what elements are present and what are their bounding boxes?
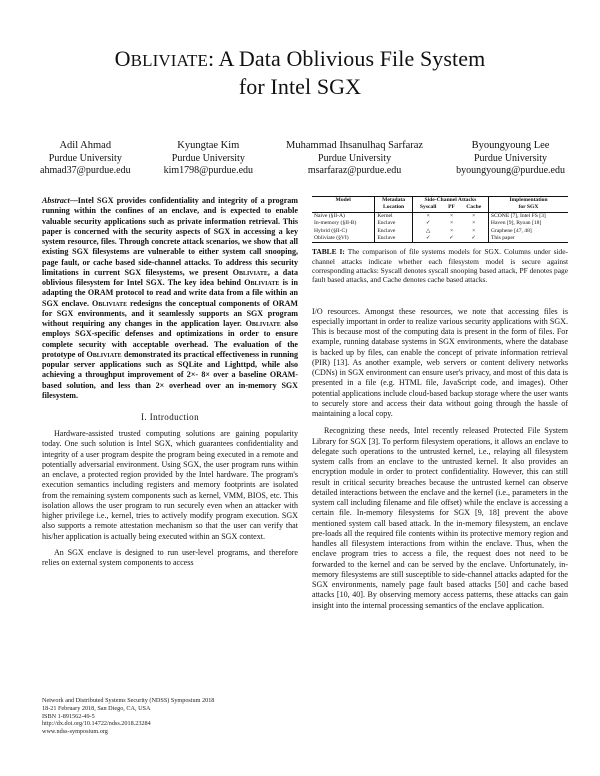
system-name: Obliviate xyxy=(232,267,268,277)
th-implementation: Implementation xyxy=(488,197,568,205)
footnote-line: Network and Distributed Systems Security (NDSS) Symposium 2018 xyxy=(42,697,215,704)
th-cache: Cache xyxy=(460,204,489,212)
abstract-text: —Intel SGX provides confidentiality and integrity of a program running within the confines of an enclave, and is expected to enable valuable security applications such as private information retrieval. This paper is concerned with the security aspects of SGX in accessing a key system resource, files. Through concrete attack scenarios, we show that all existing SGX filesystems are vulnerable to either system call snooping, page fault, or cache based side-channel attacks. To address this security limitations in current SGX filesystems, we present xyxy=(42,196,298,277)
system-name: Obliviate xyxy=(244,278,280,287)
cell-model: Naive (§II-A) xyxy=(314,212,345,219)
cell-pf: × xyxy=(449,220,454,227)
title-line-2: for Intel SGX xyxy=(238,74,362,99)
th-syscall: Syscall xyxy=(412,204,443,212)
author-block xyxy=(286,140,423,178)
th-empty xyxy=(312,204,375,212)
caption-label: TABLE I: xyxy=(312,247,345,257)
footnote-website-link[interactable]: www.ndss-symposium.org xyxy=(42,728,108,736)
cell-implementation: This paper xyxy=(488,235,568,243)
abstract-text: is in adapting the ORAM protocol to read and write data from a file within an SGX enclave. xyxy=(42,278,299,308)
abstract-lead: Abstract xyxy=(42,196,70,205)
cell-cache: × xyxy=(472,212,476,219)
right-paragraph-1: I/O resources. Amongst these resources, we note that accessing files is especially important in order to realize various security applications with SGX. This is because most of the computing data is present in the form of files. For example, running database systems in SGX environments, where the database is backed up by files, can enable the concept of private information retrieval (PIR) [13]. As another example, web servers or content delivery networks (CDNs) in SGX environment can ensure user's privacy, and most of this data is presented in a file (e.g. HTML file, JavaScript code, and images). Other potential applications include cloud-based backup storage where the user wants to securely store and access their data without going through the hassle of maintaining a local copy. xyxy=(312,306,568,419)
abstract xyxy=(42,196,298,401)
table-row xyxy=(312,220,568,227)
cell-pf: × xyxy=(449,212,454,219)
author-block xyxy=(456,140,565,178)
cell-pf: × xyxy=(449,227,454,234)
cell-location: Enclave xyxy=(375,235,413,243)
cell-location: Enclave xyxy=(375,228,413,235)
cell-cache: × xyxy=(472,227,476,234)
footnote-line: ISBN 1-891562-49-5 xyxy=(42,712,95,720)
author-email: msarfaraz@purdue.edu xyxy=(307,165,402,176)
cell-syscall: △ xyxy=(412,228,443,235)
author-affiliation: Purdue University xyxy=(318,152,392,164)
cell-implementation: SCONE [7], Intel FS [3] xyxy=(488,212,568,220)
right-paragraph-2: Recognizing these needs, Intel recently released Protected File System Library for SGX [3]. To perform filesystem operations, it allows an enclave to delegate such operations to the untrusted kernel, i.e., relaying all filesystem system calls from an enclave to the untrusted kernel. It also provides an encryption module in order to protect confidentiality. However, this can still result in critical security breaches because the untrusted kernel can observe detailed interactions between the enclave and the kernel (i.e., parameters in the system call including filename and file offset) while the enclave is accessing a certain file. In-memory filesystems for SGX [9, 18] prevent the above mentioned system call based attack. In the in-memory filesystem, an enclave pre-loads all the required file contents within its protective memory region and handles all filesystem interactions from within the enclave. Thus, when the enclave program tries to access a file, the request does not need to be forwarded to the kernel and can be served by the enclave. Unfortunately, in-memory filesystems are still susceptible to side-channel attacks adapted for the SGX environments, namely page fault based attacks [50] and cache based attacks [10, 40]. By observing memory access patterns, these attacks can gain insight into the internal processing semantics of the enclave application. xyxy=(312,426,568,610)
title-tail: : A Data Oblivious File System xyxy=(207,46,486,71)
system-name: Obliviate xyxy=(91,298,128,308)
intro-paragraph-2: An SGX enclave is designed to run user-level programs, and therefore relies on external system components to access xyxy=(42,547,298,567)
cell-pf: ✓ xyxy=(443,235,459,243)
author-list xyxy=(40,140,565,178)
cell-implementation: Graphene [47, 48] xyxy=(488,228,568,235)
author-email: kim1798@purdue.edu xyxy=(163,165,254,176)
table-subheader-row xyxy=(312,204,568,212)
cell-implementation: Haven [9], Ryoan [18] xyxy=(488,220,568,227)
author-email: byoungyoung@purdue.edu xyxy=(456,165,565,176)
left-column xyxy=(42,196,298,574)
paper-title xyxy=(60,46,540,100)
th-metadata: Metadata xyxy=(375,197,413,205)
th-location: Location xyxy=(375,204,413,212)
title-smallcaps: BLIVIATE xyxy=(130,51,208,70)
cell-model: Obliviate (§VI) xyxy=(312,235,375,243)
cell-model: In-memory (§II-B) xyxy=(314,220,357,227)
author-affiliation: Purdue University xyxy=(474,152,548,164)
cell-cache: × xyxy=(472,220,476,227)
abstract-text: , a data oblivious filesystem for Intel SGX. The key idea behind xyxy=(42,267,299,287)
cell-location: Enclave xyxy=(375,220,413,227)
author-affiliation: Purdue University xyxy=(48,152,122,164)
table-caption xyxy=(312,247,568,284)
intro-paragraph-1: Hardware-assisted trusted computing solutions are gaining popularity today. One such solution is Intel SGX, which guarantees confidentiality and integrity of a user program despite the program being executed in a remote and potentially adversarial environment. Using SGX, the user program runs within an enclave, a protected region provided by the Intel hardware. The program's execution semantics including registers and memory footprints are isolated from the remaining system components such as kernel, VMM, BIOS, etc. This isolation allows the user program to run securely even when an attacker with higher privilege i.e., kernel, tries to actively modify program execution. SGX also supports a remote attestation mechanism so that the user can verify that his/her application is actually being executed within an SGX context. xyxy=(42,429,298,541)
cell-syscall: ✓ xyxy=(412,235,443,243)
table-row xyxy=(312,228,568,235)
th-model: Model xyxy=(312,197,375,205)
author-name: Muhammad Ihsanulhaq Sarfaraz xyxy=(286,140,424,151)
table-row xyxy=(312,235,568,243)
cell-cache: ✓ xyxy=(460,235,489,243)
author-name: Adil Ahmad xyxy=(59,140,112,151)
author-block xyxy=(40,140,131,178)
right-column xyxy=(312,196,568,618)
th-for-sgx: for SGX xyxy=(488,204,568,212)
footnote-line: 18-21 February 2018, San Diego, CA, USA xyxy=(42,704,151,712)
th-side-channel: Side-Channel Attacks xyxy=(412,197,488,205)
abstract-text: redesigns the conceptual components of ORAM for SGX environments, and it seamlessly supports an SGX program without requiring any changes in the application layer. xyxy=(42,298,298,328)
system-name: Obliviate xyxy=(86,349,122,359)
system-name: Obliviate xyxy=(245,319,281,328)
title-line-1 xyxy=(60,46,540,74)
cell-syscall: ✓ xyxy=(412,220,443,227)
abstract-text: also employs SGX-specific defenses and optimizations in order to ensure complete security with acceptable overhead. The evaluation of the prototype of xyxy=(42,319,298,359)
author-name: Kyungtae Kim xyxy=(177,140,240,151)
author-email: ahmad37@purdue.edu xyxy=(40,165,131,176)
cell-model: Hybrid (§II-C) xyxy=(314,227,348,234)
footnote-doi-link[interactable]: http://dx.doi.org/10.14722/ndss.2018.23284 xyxy=(42,720,151,728)
author-block xyxy=(164,140,253,178)
abstract-text: demonstrated its practical effectiveness in running popular server applications such as SQLite and Lighttpd, while also achieving a throughput improvement of 2×- 8× over a baseline ORAM-based solution, and less than 2× overhead over an in-memory SGX filesystem. xyxy=(42,349,298,400)
title-dropcap: O xyxy=(114,46,131,71)
cell-location: Kernel xyxy=(375,212,413,220)
table-filesystem-models xyxy=(312,196,568,243)
conference-footnote xyxy=(42,697,298,736)
cell-syscall: × xyxy=(412,212,443,220)
caption-text: The comparison of file systems models for SGX. Columns under side-channel attacks indicate whether each filesystem model is secure against corresponding attacks: Syscall denotes syscall snooping based attack, PF denotes page fault based attacks, and Cache denotes cache based attacks. xyxy=(312,247,568,285)
th-pf: PF xyxy=(443,204,459,212)
author-name: Byoungyoung Lee xyxy=(471,140,550,151)
section-heading-introduction: I. Introduction xyxy=(141,412,199,422)
author-affiliation: Purdue University xyxy=(171,152,245,164)
table-header-row xyxy=(312,197,568,205)
